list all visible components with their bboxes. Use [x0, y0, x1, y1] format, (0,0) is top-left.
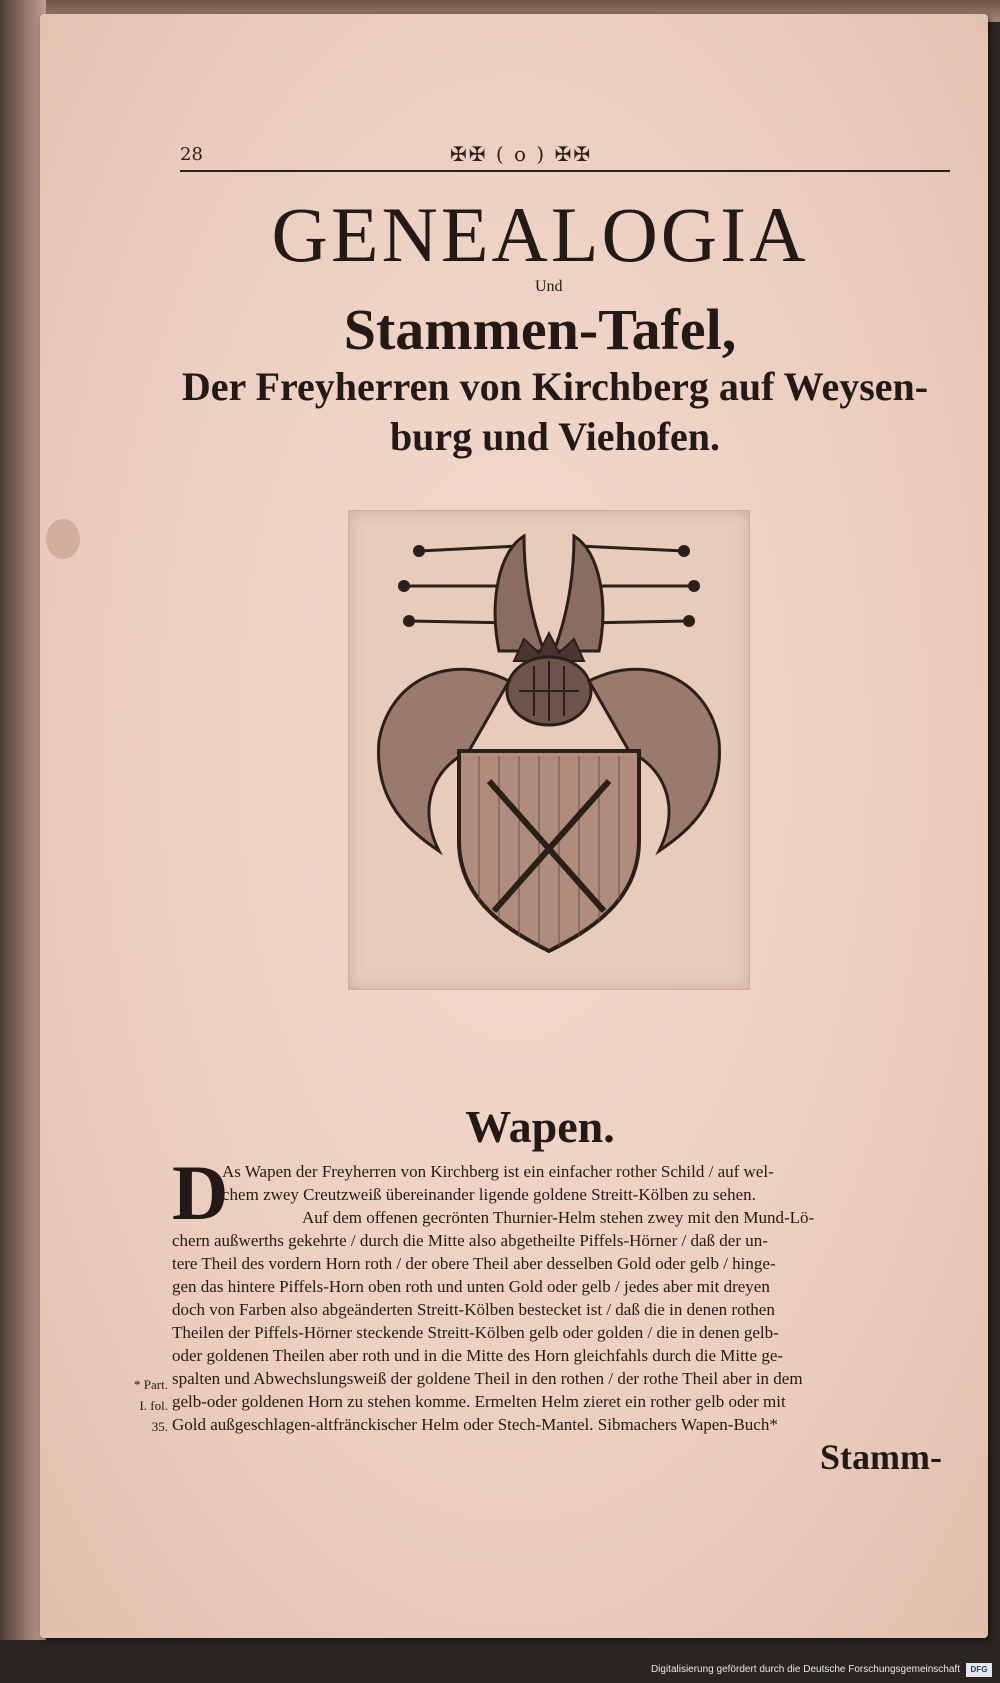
drop-cap: D: [172, 1149, 229, 1236]
margin-note-line: I. fol.: [139, 1398, 168, 1413]
margin-note-line: 35.: [151, 1419, 168, 1434]
section-heading: Wapen.: [465, 1101, 615, 1152]
page-number: 28: [180, 144, 203, 165]
text-line: doch von Farben also abgeänderten Streitt-Kölben bestecket ist / daß die in denen rothen: [172, 1300, 775, 1319]
page-title: GENEALOGIA: [271, 191, 809, 278]
text-line: Gold außgeschlagen-altfränckischer Helm oder Stech-Mantel. Sibmachers Wapen-Buch*: [172, 1415, 778, 1434]
margin-note: [98, 1374, 168, 1437]
text-line: gelb-oder goldenen Horn zu stehen komme. Ermelten Helm zieret ein rother gelb oder mit: [172, 1392, 786, 1411]
text-line: As Wapen der Freyherren von Kirchberg ist ein einfacher rother Schild / auf wel-: [222, 1162, 774, 1181]
subtitle-line-2: Der Freyherren von Kirchberg auf Weysen-: [181, 364, 929, 409]
running-header: [180, 140, 950, 172]
text-line: chern außwerths gekehrte / durch die Mitte also abgetheilte Piffels-Hörner / daß der un-: [172, 1231, 768, 1250]
text-line: oder goldenen Theilen aber roth und in die Mitte des Horn gleichfahls durch die Mitte ge-: [172, 1346, 784, 1365]
footer-credit: Digitalisierung gefördert durch die Deutsche Forschungsgemeinschaft: [650, 1664, 960, 1675]
dfg-logo-icon: DFG: [966, 1663, 992, 1677]
page-stain: [46, 519, 80, 559]
body-paragraph: [172, 1160, 952, 1436]
coat-of-arms-icon: [349, 511, 749, 989]
subtitle-line-3: burg und Viehofen.: [389, 414, 721, 459]
subtitle-lines: [160, 362, 950, 462]
text-line: gen das hintere Piffels-Horn oben roth und unten Gold oder gelb / jedes aber mit dreyen: [172, 1277, 770, 1296]
text-line: Auf dem offenen gecrönten Thurnier-Helm stehen zwey mit den Mund-Lö-: [302, 1208, 815, 1227]
text-line: Theilen der Piffels-Hörner steckende Streitt-Kölben gelb oder golden / die in denen gelb-: [172, 1323, 779, 1342]
text-line: tere Theil des vordern Horn roth / der obere Theil aber desselben Gold oder gelb / hinge-: [172, 1254, 776, 1273]
catchword: Stamm-: [820, 1437, 942, 1477]
text-line: spalten und Abwechslungsweiß der goldene Theil in den rothen / der rothe Theil aber in dem: [172, 1369, 803, 1388]
page-subtitle: Stammen-Tafel,: [343, 297, 737, 362]
margin-note-line: * Part.: [134, 1377, 168, 1392]
header-ornament: ✠✠ ( o ) ✠✠: [450, 142, 593, 166]
text-line: chem zwey Creutzweiß übereinander ligende goldene Streitt-Kölben zu sehen.: [222, 1185, 756, 1204]
title-connector: Und: [535, 278, 563, 295]
coat-of-arms-engraving: [348, 510, 750, 990]
